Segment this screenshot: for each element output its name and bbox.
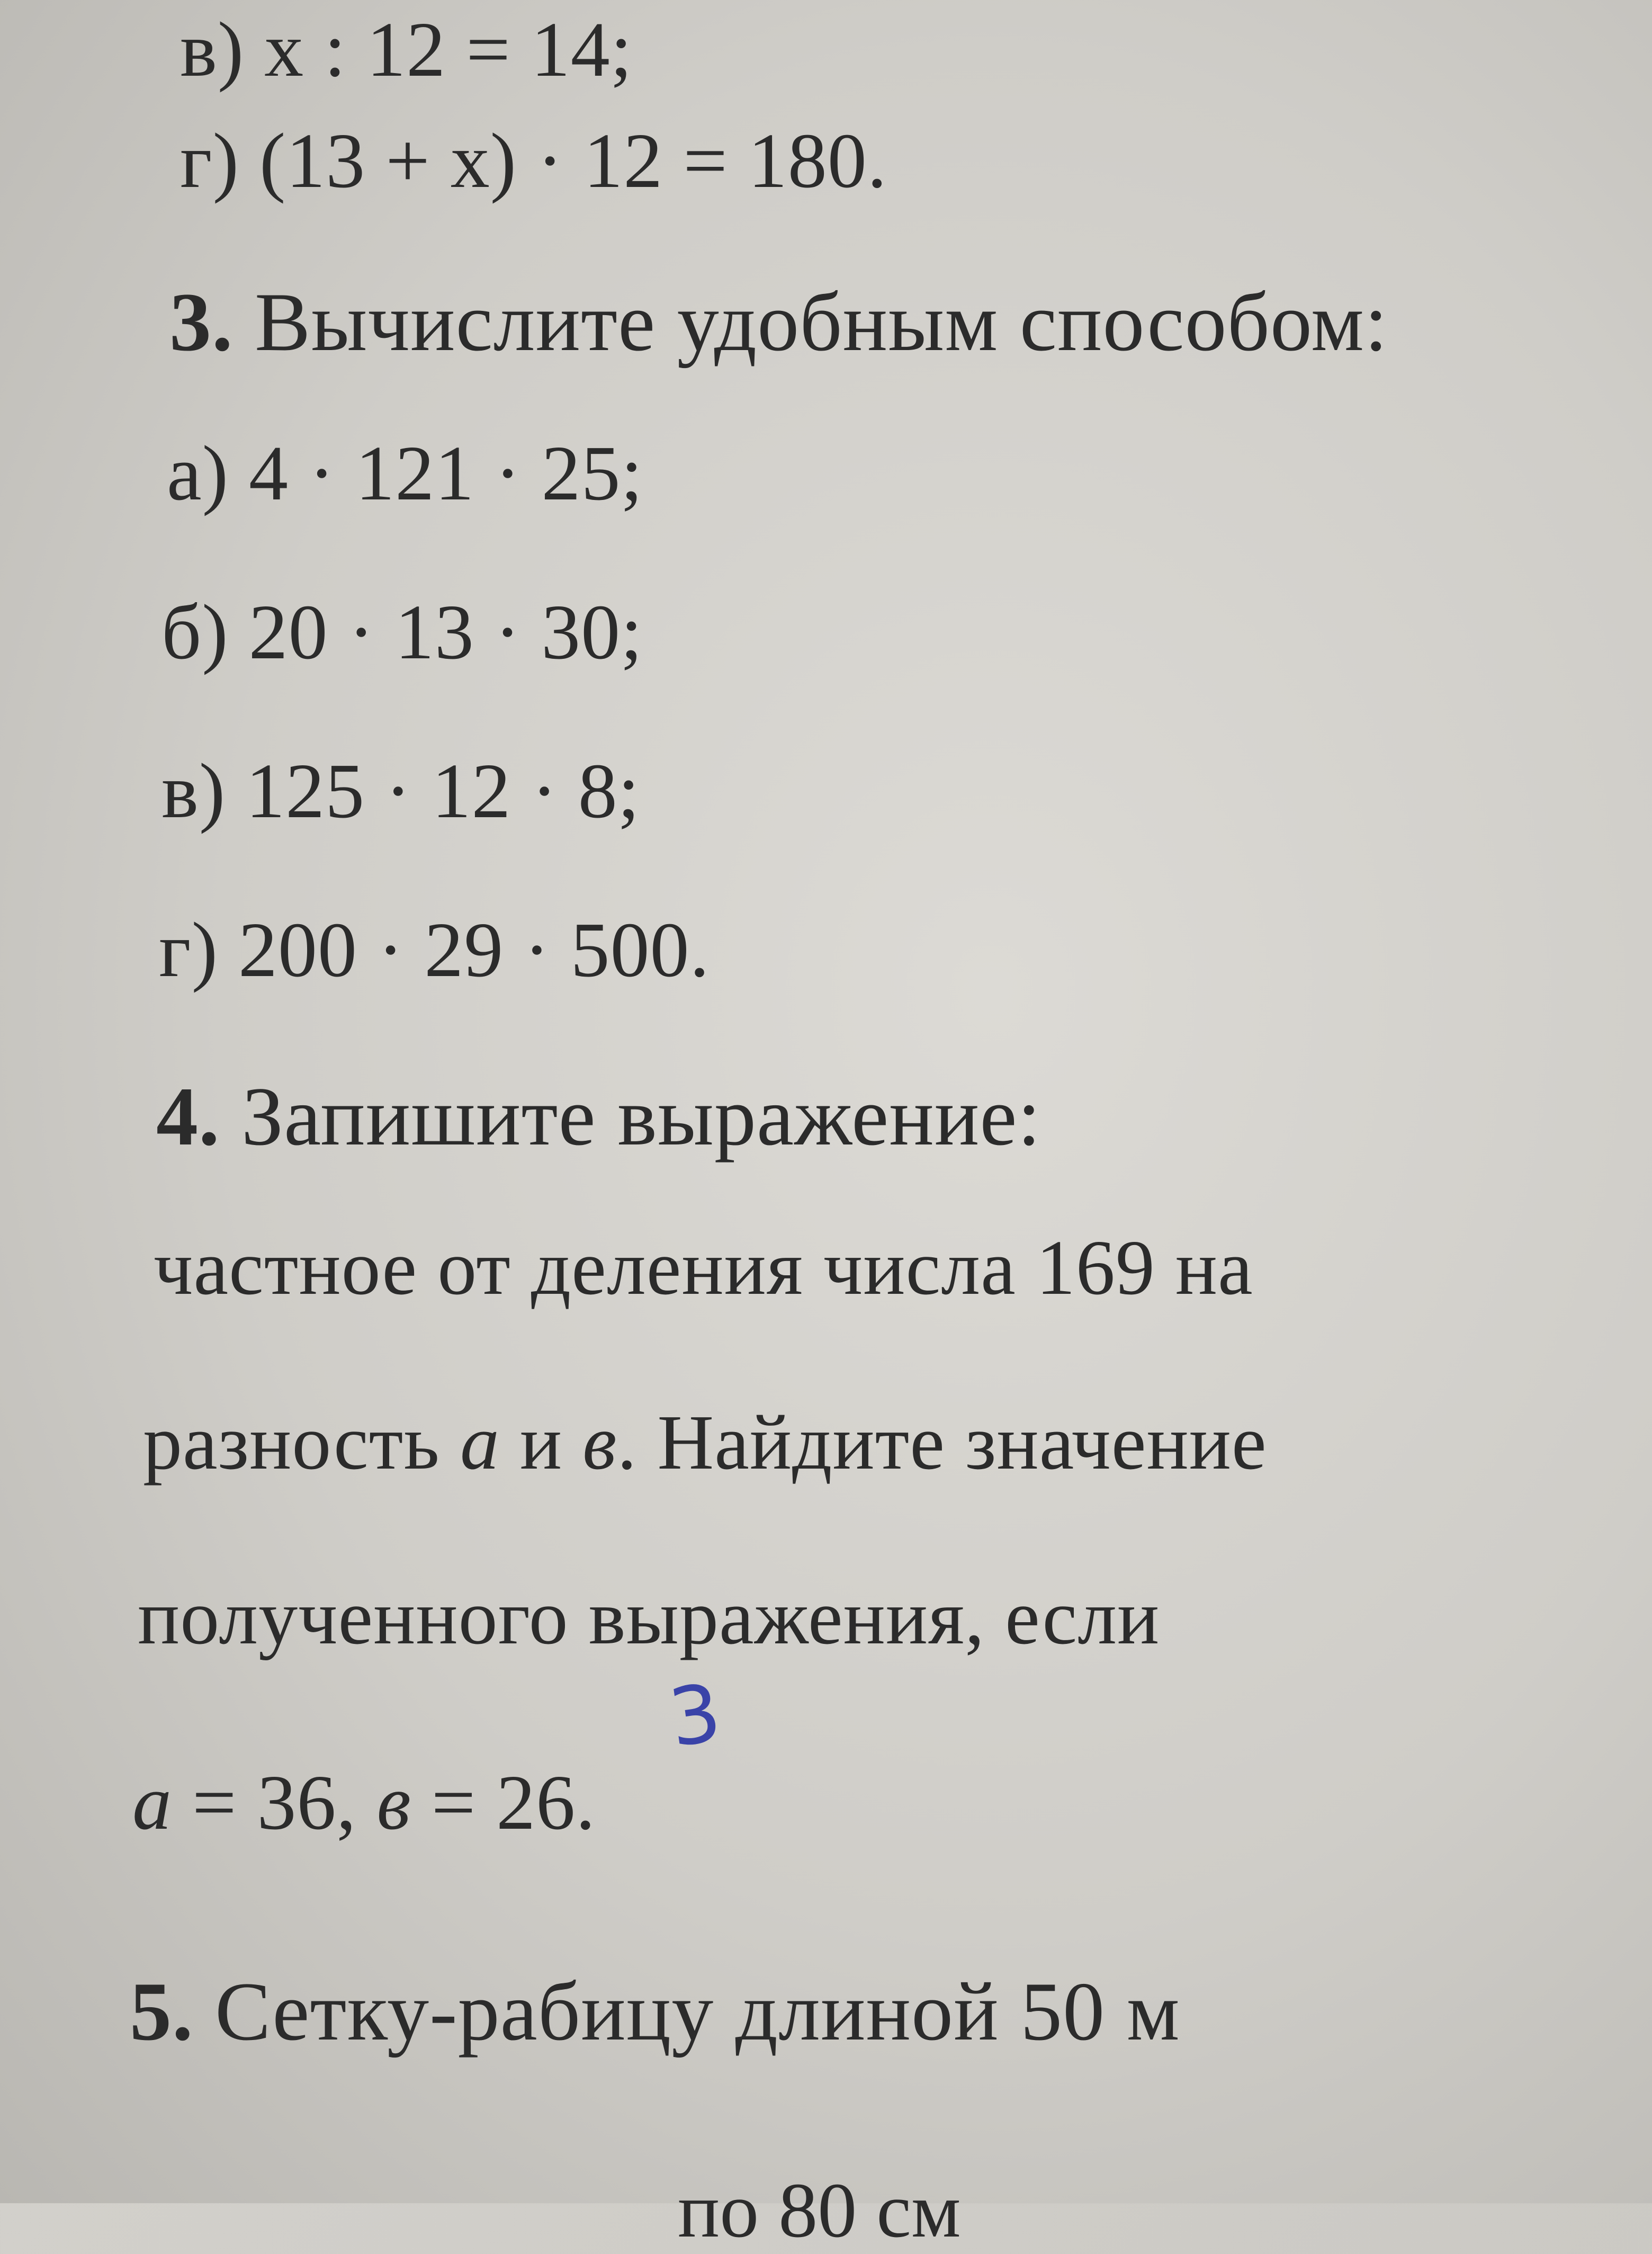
task-4-heading bbox=[156, 1070, 1042, 1163]
equation-v bbox=[180, 6, 633, 93]
cut-off-line-text: по 80 см bbox=[678, 2167, 961, 2254]
task-5-number: 5. bbox=[130, 1965, 194, 2058]
task-3-title: Вычислите удобным способом: bbox=[233, 276, 1388, 369]
task-3-item-g-text: г) 200 · 29 · 500. bbox=[159, 907, 710, 994]
task-3-item-v-text: в) 125 · 12 · 8; bbox=[161, 748, 640, 835]
task-4-line-2-part-3: . Найдите значение bbox=[617, 1399, 1267, 1486]
task-4-line-4-part-1: = 36, bbox=[172, 1759, 377, 1846]
handwritten-digit: 3 bbox=[663, 1667, 727, 1765]
variable-a-value-label: a bbox=[132, 1759, 172, 1846]
task-3-item-g bbox=[159, 907, 710, 994]
task-4-line-1-text: частное от деления числа 169 на bbox=[154, 1224, 1253, 1311]
cut-off-line bbox=[0, 2167, 1652, 2254]
variable-b-value-label: в bbox=[376, 1759, 411, 1846]
task-5-title: Сетку-рабицу длиной 50 м bbox=[193, 1965, 1180, 2058]
task-4-line-2 bbox=[143, 1399, 1267, 1486]
handwritten-correction bbox=[663, 1667, 727, 1765]
task-3-heading bbox=[169, 276, 1388, 369]
task-4-line-2-part-2: и bbox=[499, 1399, 583, 1486]
task-3-item-b-text: б) 20 · 13 · 30; bbox=[161, 589, 643, 676]
task-3-number: 3. bbox=[169, 276, 234, 369]
equation-g bbox=[180, 118, 887, 204]
variable-a: a bbox=[460, 1399, 500, 1486]
task-3-item-v bbox=[161, 748, 640, 835]
task-3-item-b bbox=[161, 589, 643, 676]
equation-g-text: г) (13 + x) · 12 = 180. bbox=[180, 118, 887, 204]
task-4-line-4 bbox=[132, 1759, 596, 1846]
task-4-line-1 bbox=[154, 1224, 1253, 1311]
task-4-title: Запишите выражение: bbox=[220, 1070, 1042, 1163]
variable-b: в bbox=[582, 1399, 617, 1486]
task-5-heading bbox=[130, 1965, 1180, 2058]
task-4-line-4-part-2: = 26. bbox=[411, 1759, 596, 1846]
task-3-item-a-text: а) 4 · 121 · 25; bbox=[167, 430, 643, 517]
equation-v-text: в) x : 12 = 14; bbox=[180, 6, 633, 93]
task-3-item-a bbox=[167, 430, 643, 517]
task-4-line-3 bbox=[138, 1574, 1160, 1661]
task-4-line-3-text: полученного выражения, если bbox=[138, 1574, 1160, 1661]
task-4-line-2-part-1: разность bbox=[143, 1399, 460, 1486]
task-4-number: 4. bbox=[156, 1070, 220, 1163]
